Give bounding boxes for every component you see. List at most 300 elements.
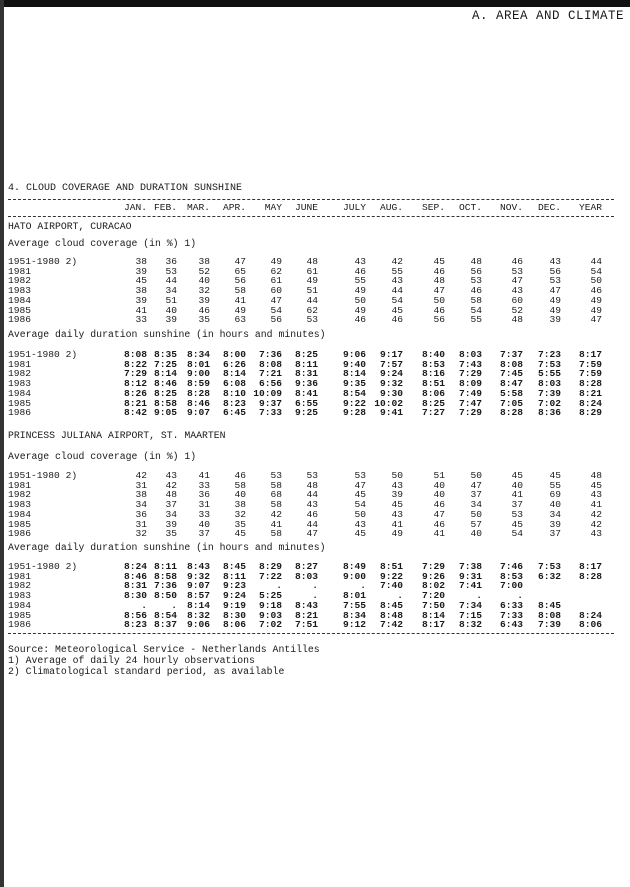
table-cell: 38: [135, 489, 147, 501]
table-cell: 10:02: [374, 397, 403, 409]
table-cell: 45: [135, 275, 147, 287]
table-cell: 9:35: [342, 378, 366, 390]
table-cell: 49: [391, 528, 403, 540]
row-label: 1985: [8, 304, 32, 316]
table-cell: 8:54: [153, 609, 177, 621]
table-cell: 56: [470, 265, 482, 277]
table-cell: 44: [391, 285, 403, 297]
row-label: 1981: [8, 570, 32, 582]
table-cell: 53: [306, 314, 318, 326]
table-cell: 9:17: [379, 349, 403, 360]
row-label: 1983: [8, 499, 32, 511]
table-cell: 35: [198, 314, 210, 326]
table-cell: 46: [433, 304, 445, 316]
table-cell: 8:21: [123, 397, 147, 409]
column-header: SEP.: [421, 202, 445, 213]
table-cell: 31: [135, 479, 147, 491]
table-cell: 8:08: [258, 358, 282, 370]
table-cell: 45: [433, 256, 445, 267]
table-cell: 8:11: [294, 358, 318, 370]
table-cell: 6:08: [222, 378, 246, 390]
table-cell: 8:41: [294, 387, 318, 399]
table-cell: 44: [306, 294, 318, 306]
table-cell: 41: [135, 304, 147, 316]
table-cell: 9:24: [222, 590, 246, 602]
scan-left-border: [0, 0, 4, 887]
table-cell: 34: [135, 499, 147, 511]
table-cell: 39: [135, 294, 147, 306]
row-label: 1986: [8, 619, 32, 631]
cloud-coverage-heading: Average cloud coverage (in %) 1): [8, 238, 197, 249]
table-cell: 8:11: [153, 561, 177, 572]
table-cell: 36: [165, 256, 177, 267]
table-cell: 7:43: [458, 358, 482, 370]
table-cell: 38: [135, 285, 147, 297]
table-row: [0, 408, 630, 418]
sunshine-heading: Average daily duration sunshine (in hours and minutes): [8, 542, 326, 553]
table-cell: 47: [433, 508, 445, 520]
table-cell: 7:22: [258, 570, 282, 582]
row-label: 1986: [8, 314, 32, 326]
table-cell: 7:55: [342, 599, 366, 611]
table-cell: 40: [549, 499, 561, 511]
table-cell: 45: [511, 518, 523, 530]
table-cell: 8:58: [153, 397, 177, 409]
table-cell: 8:35: [153, 349, 177, 360]
table-cell: 7:59: [578, 358, 602, 370]
table-cell: 47: [354, 479, 366, 491]
table-cell: 48: [306, 479, 318, 491]
table-cell: 39: [549, 314, 561, 326]
table-cell: .: [312, 590, 318, 602]
table-cell: 34: [470, 499, 482, 511]
table-cell: 8:06: [222, 619, 246, 631]
table-cell: 40: [165, 304, 177, 316]
table-cell: 53: [470, 275, 482, 287]
table-cell: 8:46: [123, 570, 147, 582]
table-cell: 54: [391, 294, 403, 306]
table-cell: 8:12: [123, 378, 147, 390]
table-cell: 53: [511, 265, 523, 277]
table-cell: 7:38: [458, 561, 482, 572]
table-cell: 40: [470, 528, 482, 540]
table-cell: 8:09: [458, 378, 482, 390]
table-cell: 9:23: [222, 580, 246, 592]
table-cell: 8:40: [421, 349, 445, 360]
table-cell: 50: [391, 470, 403, 481]
table-cell: 43: [354, 518, 366, 530]
table-cell: 7:00: [499, 580, 523, 592]
table-cell: .: [312, 580, 318, 592]
table-cell: 43: [590, 528, 602, 540]
table-cell: 8:23: [123, 619, 147, 631]
column-header: FEB.: [153, 202, 177, 213]
table-cell: 45: [354, 528, 366, 540]
table-cell: 7:29: [458, 368, 482, 380]
table-cell: 8:32: [186, 609, 210, 621]
table-cell: 58: [234, 479, 246, 491]
table-cell: 7:33: [258, 407, 282, 419]
table-cell: 47: [511, 275, 523, 287]
table-cell: 8:36: [537, 407, 561, 419]
table-cell: 49: [354, 285, 366, 297]
table-cell: 8:17: [578, 561, 602, 572]
table-cell: 50: [354, 508, 366, 520]
table-cell: 8:54: [342, 387, 366, 399]
table-cell: 43: [590, 489, 602, 501]
table-cell: 40: [198, 518, 210, 530]
row-label: 1951-1980 2): [8, 470, 78, 481]
table-cell: 49: [590, 304, 602, 316]
table-cell: 7:57: [379, 358, 403, 370]
table-cell: 46: [354, 265, 366, 277]
table-cell: 7:50: [421, 599, 445, 611]
table-cell: 43: [511, 285, 523, 297]
table-cell: 34: [165, 508, 177, 520]
table-cell: 6:32: [537, 570, 561, 582]
table-cell: 35: [234, 518, 246, 530]
table-cell: 55: [549, 479, 561, 491]
table-cell: 8:51: [421, 378, 445, 390]
table-cell: 9:07: [186, 580, 210, 592]
row-label: 1985: [8, 518, 32, 530]
table-cell: 46: [306, 508, 318, 520]
table-cell: 41: [234, 294, 246, 306]
section-header: A. AREA AND CLIMATE: [471, 9, 624, 23]
table-cell: 47: [590, 314, 602, 326]
table-row: [0, 601, 630, 611]
table-cell: 7:46: [499, 561, 523, 572]
table-cell: 41: [511, 489, 523, 501]
table-cell: 7:51: [294, 619, 318, 631]
table-cell: 8:14: [186, 599, 210, 611]
table-cell: 46: [391, 314, 403, 326]
table-cell: 7:05: [499, 397, 523, 409]
table-cell: 8:45: [222, 561, 246, 572]
table-cell: 48: [306, 256, 318, 267]
table-cell: 7:02: [258, 619, 282, 631]
table-cell: 7:36: [153, 580, 177, 592]
table-cell: .: [476, 590, 482, 602]
table-cell: 8:28: [578, 570, 602, 582]
column-header: JULY: [342, 202, 366, 213]
table-cell: 49: [270, 256, 282, 267]
table-cell: 32: [198, 285, 210, 297]
table-cell: 8:28: [578, 378, 602, 390]
column-header: AUG.: [379, 202, 403, 213]
table-cell: 8:32: [458, 619, 482, 631]
table-cell: 7:36: [258, 349, 282, 360]
table-cell: 9:28: [342, 407, 366, 419]
table-cell: 44: [165, 275, 177, 287]
table-cell: 8:58: [153, 570, 177, 582]
table-cell: 48: [590, 470, 602, 481]
table-cell: 33: [198, 479, 210, 491]
table-cell: 43: [165, 470, 177, 481]
table-cell: 41: [590, 499, 602, 511]
table-cell: 8:11: [222, 570, 246, 582]
column-header: JAN.: [123, 202, 147, 213]
table-cell: 8:48: [379, 609, 403, 621]
table-cell: 31: [198, 499, 210, 511]
table-cell: 8:29: [578, 407, 602, 419]
table-cell: 9:00: [186, 368, 210, 380]
table-cell: 53: [549, 275, 561, 287]
table-cell: 39: [549, 518, 561, 530]
table-cell: 54: [470, 304, 482, 316]
table-cell: 9:05: [153, 407, 177, 419]
table-cell: 7:29: [421, 561, 445, 572]
table-cell: 60: [270, 285, 282, 297]
table-cell: 55: [470, 314, 482, 326]
table-cell: 49: [306, 275, 318, 287]
table-cell: 44: [590, 256, 602, 267]
table-cell: 42: [590, 518, 602, 530]
table-cell: 45: [354, 489, 366, 501]
table-cell: 5:58: [499, 387, 523, 399]
table-cell: 32: [234, 508, 246, 520]
row-label: 1984: [8, 508, 32, 520]
table-cell: 7:02: [537, 397, 561, 409]
table-cell: 34: [549, 508, 561, 520]
table-cell: 7:49: [458, 387, 482, 399]
table-cell: 9:07: [186, 407, 210, 419]
row-label: 1982: [8, 275, 32, 287]
table-cell: 8:28: [499, 407, 523, 419]
table-cell: 8:17: [421, 619, 445, 631]
table-cell: 46: [590, 285, 602, 297]
table-cell: 5:55: [537, 368, 561, 380]
table-cell: 39: [165, 314, 177, 326]
table-cell: 6:33: [499, 599, 523, 611]
table-row: [0, 315, 630, 325]
table-cell: 9:24: [379, 368, 403, 380]
table-cell: 8:08: [123, 349, 147, 360]
table-row: [0, 510, 630, 520]
table-cell: 31: [135, 518, 147, 530]
table-cell: 7:33: [499, 609, 523, 621]
column-header: OCT.: [458, 202, 482, 213]
table-cell: 58: [270, 479, 282, 491]
table-cell: 8:45: [537, 599, 561, 611]
table-cell: 56: [549, 265, 561, 277]
table-cell: 58: [470, 294, 482, 306]
table-cell: 54: [590, 265, 602, 277]
table-cell: 49: [234, 304, 246, 316]
table-cell: 63: [234, 314, 246, 326]
table-cell: 54: [354, 499, 366, 511]
table-cell: 8:14: [153, 368, 177, 380]
table-cell: 8:10: [222, 387, 246, 399]
column-header: DEC.: [537, 202, 561, 213]
table-cell: 50: [470, 470, 482, 481]
table-cell: 7:27: [421, 407, 445, 419]
table-cell: .: [276, 580, 282, 592]
table-cell: 9:32: [379, 378, 403, 390]
table-cell: 8:28: [186, 387, 210, 399]
table-cell: 10:09: [253, 387, 282, 399]
table-cell: 50: [470, 508, 482, 520]
table-cell: 8:29: [258, 561, 282, 572]
table-cell: 50: [433, 294, 445, 306]
source-note: Source: Meteorological Service - Netherlands Antilles: [8, 644, 320, 655]
table-cell: 8:34: [186, 349, 210, 360]
table-cell: 7:20: [421, 590, 445, 602]
table-cell: 39: [165, 518, 177, 530]
table-cell: 49: [549, 304, 561, 316]
table-cell: 51: [165, 294, 177, 306]
row-label: 1981: [8, 479, 32, 491]
table-cell: 9:03: [258, 609, 282, 621]
table-cell: 53: [354, 470, 366, 481]
table-cell: 8:37: [153, 619, 177, 631]
table-cell: 8:06: [421, 387, 445, 399]
table-cell: 45: [234, 528, 246, 540]
table-row: [0, 529, 630, 539]
table-cell: 9:18: [258, 599, 282, 611]
table-cell: 8:46: [186, 397, 210, 409]
table-cell: 8:14: [421, 609, 445, 621]
table-cell: 34: [165, 285, 177, 297]
table-cell: 8:43: [186, 561, 210, 572]
table-cell: 8:53: [499, 570, 523, 582]
table-cell: 52: [511, 304, 523, 316]
table-cell: 7:39: [537, 619, 561, 631]
table-cell: 8:02: [421, 580, 445, 592]
table-cell: 41: [270, 518, 282, 530]
table-cell: 46: [433, 265, 445, 277]
table-cell: 43: [391, 508, 403, 520]
table-cell: 47: [433, 285, 445, 297]
table-cell: 8:53: [421, 358, 445, 370]
table-cell: 8:45: [379, 599, 403, 611]
table-cell: 56: [234, 275, 246, 287]
table-cell: .: [171, 599, 177, 611]
table-cell: 42: [270, 508, 282, 520]
table-cell: 8:26: [123, 387, 147, 399]
table-cell: 38: [135, 256, 147, 267]
table-cell: 6:43: [499, 619, 523, 631]
table-cell: 46: [433, 518, 445, 530]
table-cell: 9:40: [342, 358, 366, 370]
table-cell: 44: [306, 518, 318, 530]
table-cell: 7:59: [578, 368, 602, 380]
row-label: 1951-1980 2): [8, 349, 78, 360]
table-row: [0, 620, 630, 630]
table-cell: 43: [354, 256, 366, 267]
table-cell: 42: [590, 508, 602, 520]
table-cell: 9:41: [379, 407, 403, 419]
column-header: JUNE: [294, 202, 318, 213]
table-cell: 8:57: [186, 590, 210, 602]
row-label: 1985: [8, 397, 32, 409]
table-cell: .: [141, 599, 147, 611]
table-cell: 8:01: [342, 590, 366, 602]
table-cell: 46: [354, 314, 366, 326]
table-cell: 8:14: [342, 368, 366, 380]
table-cell: 7:15: [458, 609, 482, 621]
row-label: 1951-1980 2): [8, 561, 78, 572]
table-cell: 69: [549, 489, 561, 501]
table-cell: 49: [549, 294, 561, 306]
table-cell: 32: [135, 528, 147, 540]
table-cell: 6:55: [294, 397, 318, 409]
table-cell: 8:03: [458, 349, 482, 360]
table-cell: 5:25: [258, 590, 282, 602]
table-cell: 48: [165, 489, 177, 501]
table-cell: .: [397, 590, 403, 602]
footnote-1: 1) Average of daily 24 hourly observations: [8, 655, 255, 666]
table-cell: 46: [234, 470, 246, 481]
table-cell: 7:37: [499, 349, 523, 360]
row-label: 1983: [8, 378, 32, 390]
table-cell: 42: [165, 479, 177, 491]
row-label: 1986: [8, 407, 32, 419]
table-cell: 51: [433, 470, 445, 481]
table-cell: 46: [433, 499, 445, 511]
table-cell: 51: [306, 285, 318, 297]
row-label: 1982: [8, 368, 32, 380]
table-cell: 47: [549, 285, 561, 297]
table-cell: 8:56: [123, 609, 147, 621]
table-cell: 53: [270, 470, 282, 481]
column-header: APR.: [222, 202, 246, 213]
table-cell: 47: [306, 528, 318, 540]
table-cell: 8:21: [294, 609, 318, 621]
column-header: YEAR: [578, 202, 602, 213]
row-label: 1984: [8, 294, 32, 306]
table-cell: 9:25: [294, 407, 318, 419]
table-cell: 43: [391, 479, 403, 491]
divider: [8, 633, 614, 634]
table-cell: 8:31: [123, 580, 147, 592]
row-label: 1951-1980 2): [8, 256, 78, 267]
row-label: 1982: [8, 489, 32, 501]
table-cell: 53: [511, 508, 523, 520]
table-cell: 7:40: [379, 580, 403, 592]
table-cell: 36: [198, 489, 210, 501]
table-cell: 8:49: [342, 561, 366, 572]
table-cell: 9:06: [186, 619, 210, 631]
table-cell: 7:47: [458, 397, 482, 409]
table-cell: 7:42: [379, 619, 403, 631]
table-cell: 9:22: [342, 397, 366, 409]
table-cell: 9:19: [222, 599, 246, 611]
table-cell: 45: [511, 470, 523, 481]
table-cell: 48: [511, 314, 523, 326]
table-cell: 50: [354, 294, 366, 306]
table-cell: 45: [391, 304, 403, 316]
table-cell: 8:08: [537, 609, 561, 621]
row-label: 1983: [8, 590, 32, 602]
table-cell: 8:43: [294, 599, 318, 611]
table-cell: 8:03: [294, 570, 318, 582]
column-header: NOV.: [499, 202, 523, 213]
table-cell: 8:17: [578, 349, 602, 360]
table-cell: 8:21: [578, 387, 602, 399]
table-cell: 54: [270, 304, 282, 316]
table-cell: 62: [270, 265, 282, 277]
table-cell: 56: [433, 314, 445, 326]
table-cell: 39: [391, 489, 403, 501]
table-cell: 43: [549, 256, 561, 267]
table-cell: 9:00: [342, 570, 366, 582]
table-cell: 8:24: [123, 561, 147, 572]
table-title: 4. CLOUD COVERAGE AND DURATION SUNSHINE: [8, 183, 243, 194]
table-cell: 8:08: [499, 358, 523, 370]
table-cell: 43: [306, 499, 318, 511]
table-cell: 36: [135, 508, 147, 520]
